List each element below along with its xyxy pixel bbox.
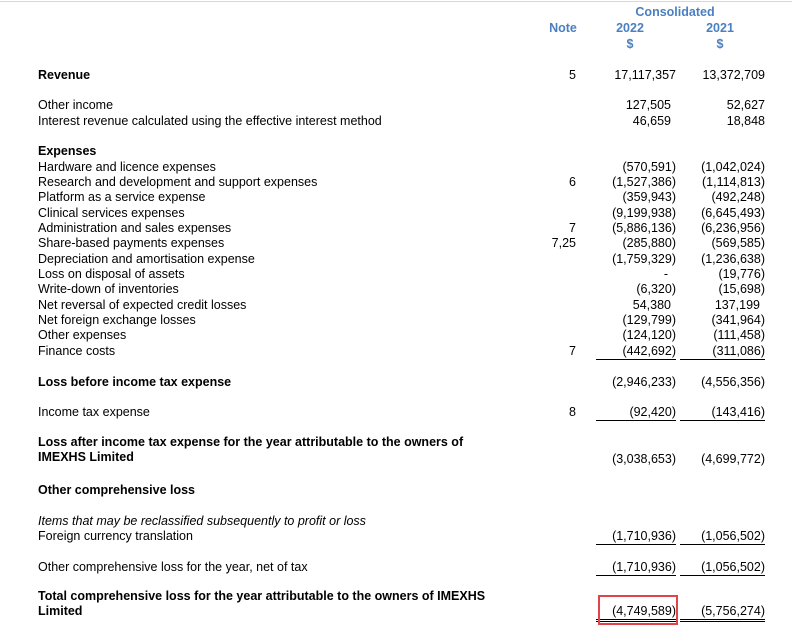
value-2022: (92,420) (596, 404, 676, 421)
value-2021: 18,848 (726, 114, 765, 128)
value-2022: (1,759,329) (612, 252, 676, 266)
row-label: Loss on disposal of assets (38, 267, 185, 281)
value-2021: (6,645,493) (701, 206, 765, 220)
note-heading: Note (549, 21, 577, 35)
value-2022: (359,943) (622, 190, 676, 204)
row-other-expenses (0, 327, 792, 343)
note-ref: 7,25 (551, 236, 576, 250)
value-2021: (5,756,274) (680, 603, 765, 622)
row-ocl-net (0, 559, 792, 575)
row-research (0, 174, 792, 190)
highlight-box (598, 595, 678, 625)
row-finance-costs (0, 343, 792, 359)
value-2022: 17,117,357 (614, 68, 676, 82)
value-2022: - (663, 267, 668, 281)
note-ref: 8 (569, 405, 576, 419)
value-2021: (1,042,024) (701, 160, 765, 174)
row-income-tax (0, 404, 792, 420)
row-label: Loss before income tax expense (38, 375, 232, 389)
currency-2022: $ (626, 37, 634, 51)
value-2021: (1,236,638) (701, 252, 765, 266)
value-2022: (5,886,136) (612, 221, 676, 235)
value-2021: (1,114,813) (701, 175, 765, 189)
value-2021: (569,585) (711, 236, 765, 250)
row-label: Other comprehensive loss for the year, net of tax (38, 560, 308, 574)
value-2021: 52,627 (726, 98, 765, 112)
row-label: Share-based payments expenses (38, 236, 225, 250)
value-2021: (15,698) (718, 282, 765, 296)
row-label: Income tax expense (38, 405, 150, 419)
value-2021: 13,372,709 (702, 68, 765, 82)
value-2021: 137,199 (714, 298, 760, 312)
value-2022: (3,038,653) (612, 452, 676, 466)
row-fx-losses (0, 312, 792, 328)
note-ref: 5 (569, 68, 576, 82)
value-2021: (341,964) (711, 313, 765, 327)
row-label: Net reversal of expected credit losses (38, 298, 247, 312)
value-2021: (4,556,356) (701, 375, 765, 389)
row-depreciation (0, 251, 792, 267)
row-write-down (0, 281, 792, 297)
value-2021: (1,056,502) (680, 559, 765, 576)
value-2022: 46,659 (632, 114, 671, 128)
value-2022: 127,505 (625, 98, 671, 112)
row-label: Total comprehensive loss for the year attributable to the owners of IMEXHS Limited (38, 589, 486, 618)
row-loss-disposal (0, 266, 792, 282)
row-hardware (0, 159, 792, 175)
row-label: Loss after income tax expense for the year attributable to the owners of IMEXHS Limited (38, 435, 464, 464)
row-label: Finance costs (38, 344, 116, 358)
value-2021: (111,458) (713, 328, 765, 342)
value-2022: (570,591) (622, 160, 676, 174)
value-2021: (19,776) (718, 267, 765, 281)
row-credit-losses (0, 297, 792, 313)
row-share-based (0, 235, 792, 251)
row-loss-after-tax (0, 435, 792, 467)
year-2022-heading: 2022 (616, 21, 644, 35)
value-2021: (143,416) (680, 404, 765, 421)
value-2021: (492,248) (711, 190, 765, 204)
row-label: Depreciation and amortisation expense (38, 252, 255, 266)
value-2021: (311,086) (680, 343, 765, 360)
value-2022: (4,749,589) (596, 603, 676, 622)
row-reclass-items (0, 513, 792, 529)
year-2021-heading: 2021 (706, 21, 734, 35)
row-label: Clinical services expenses (38, 206, 185, 220)
row-loss-before-tax (0, 374, 792, 390)
value-2022: (6,320) (636, 282, 676, 296)
row-expenses-heading (0, 143, 792, 159)
row-platform (0, 189, 792, 205)
value-2022: (442,692) (596, 343, 676, 360)
value-2022: 54,380 (632, 298, 671, 312)
row-label: Administration and sales expenses (38, 221, 232, 235)
consolidated-heading: Consolidated (635, 5, 715, 19)
note-ref: 7 (569, 344, 576, 358)
value-2021: (6,236,956) (701, 221, 765, 235)
row-clinical (0, 205, 792, 221)
row-label: Interest revenue calculated using the effective interest method (38, 114, 382, 128)
value-2022: (9,199,938) (612, 206, 676, 220)
row-label: Net foreign exchange losses (38, 313, 196, 327)
row-admin (0, 220, 792, 236)
note-ref: 7 (569, 221, 576, 235)
row-label: Items that may be reclassified subsequently to profit or loss (38, 514, 366, 528)
row-interest-revenue (0, 113, 792, 129)
row-label: Revenue (38, 68, 91, 82)
row-label: Other income (38, 98, 114, 112)
value-2022: (124,120) (622, 328, 676, 342)
row-label: Other expenses (38, 328, 127, 342)
value-2021: (4,699,772) (701, 452, 765, 466)
section-heading: Expenses (38, 144, 97, 158)
section-heading: Other comprehensive loss (38, 483, 196, 497)
row-revenue (0, 67, 792, 83)
row-label: Write-down of inventories (38, 282, 179, 296)
top-rule (0, 1, 792, 2)
row-other-income (0, 97, 792, 113)
row-label: Platform as a service expense (38, 190, 206, 204)
row-label: Hardware and licence expenses (38, 160, 216, 174)
row-fx-translation (0, 528, 792, 544)
value-2022: (2,946,233) (612, 375, 676, 389)
row-label: Foreign currency translation (38, 529, 193, 543)
value-2022: (129,799) (622, 313, 676, 327)
note-ref: 6 (569, 175, 576, 189)
currency-2021: $ (716, 37, 724, 51)
row-ocl-heading (0, 482, 792, 498)
value-2021: (1,056,502) (680, 528, 765, 545)
value-2022: (1,710,936) (596, 559, 676, 576)
row-label: Research and development and support expenses (38, 175, 318, 189)
value-2022: (1,527,386) (612, 175, 676, 189)
value-2022: (285,880) (622, 236, 676, 250)
value-2022: (1,710,936) (596, 528, 676, 545)
